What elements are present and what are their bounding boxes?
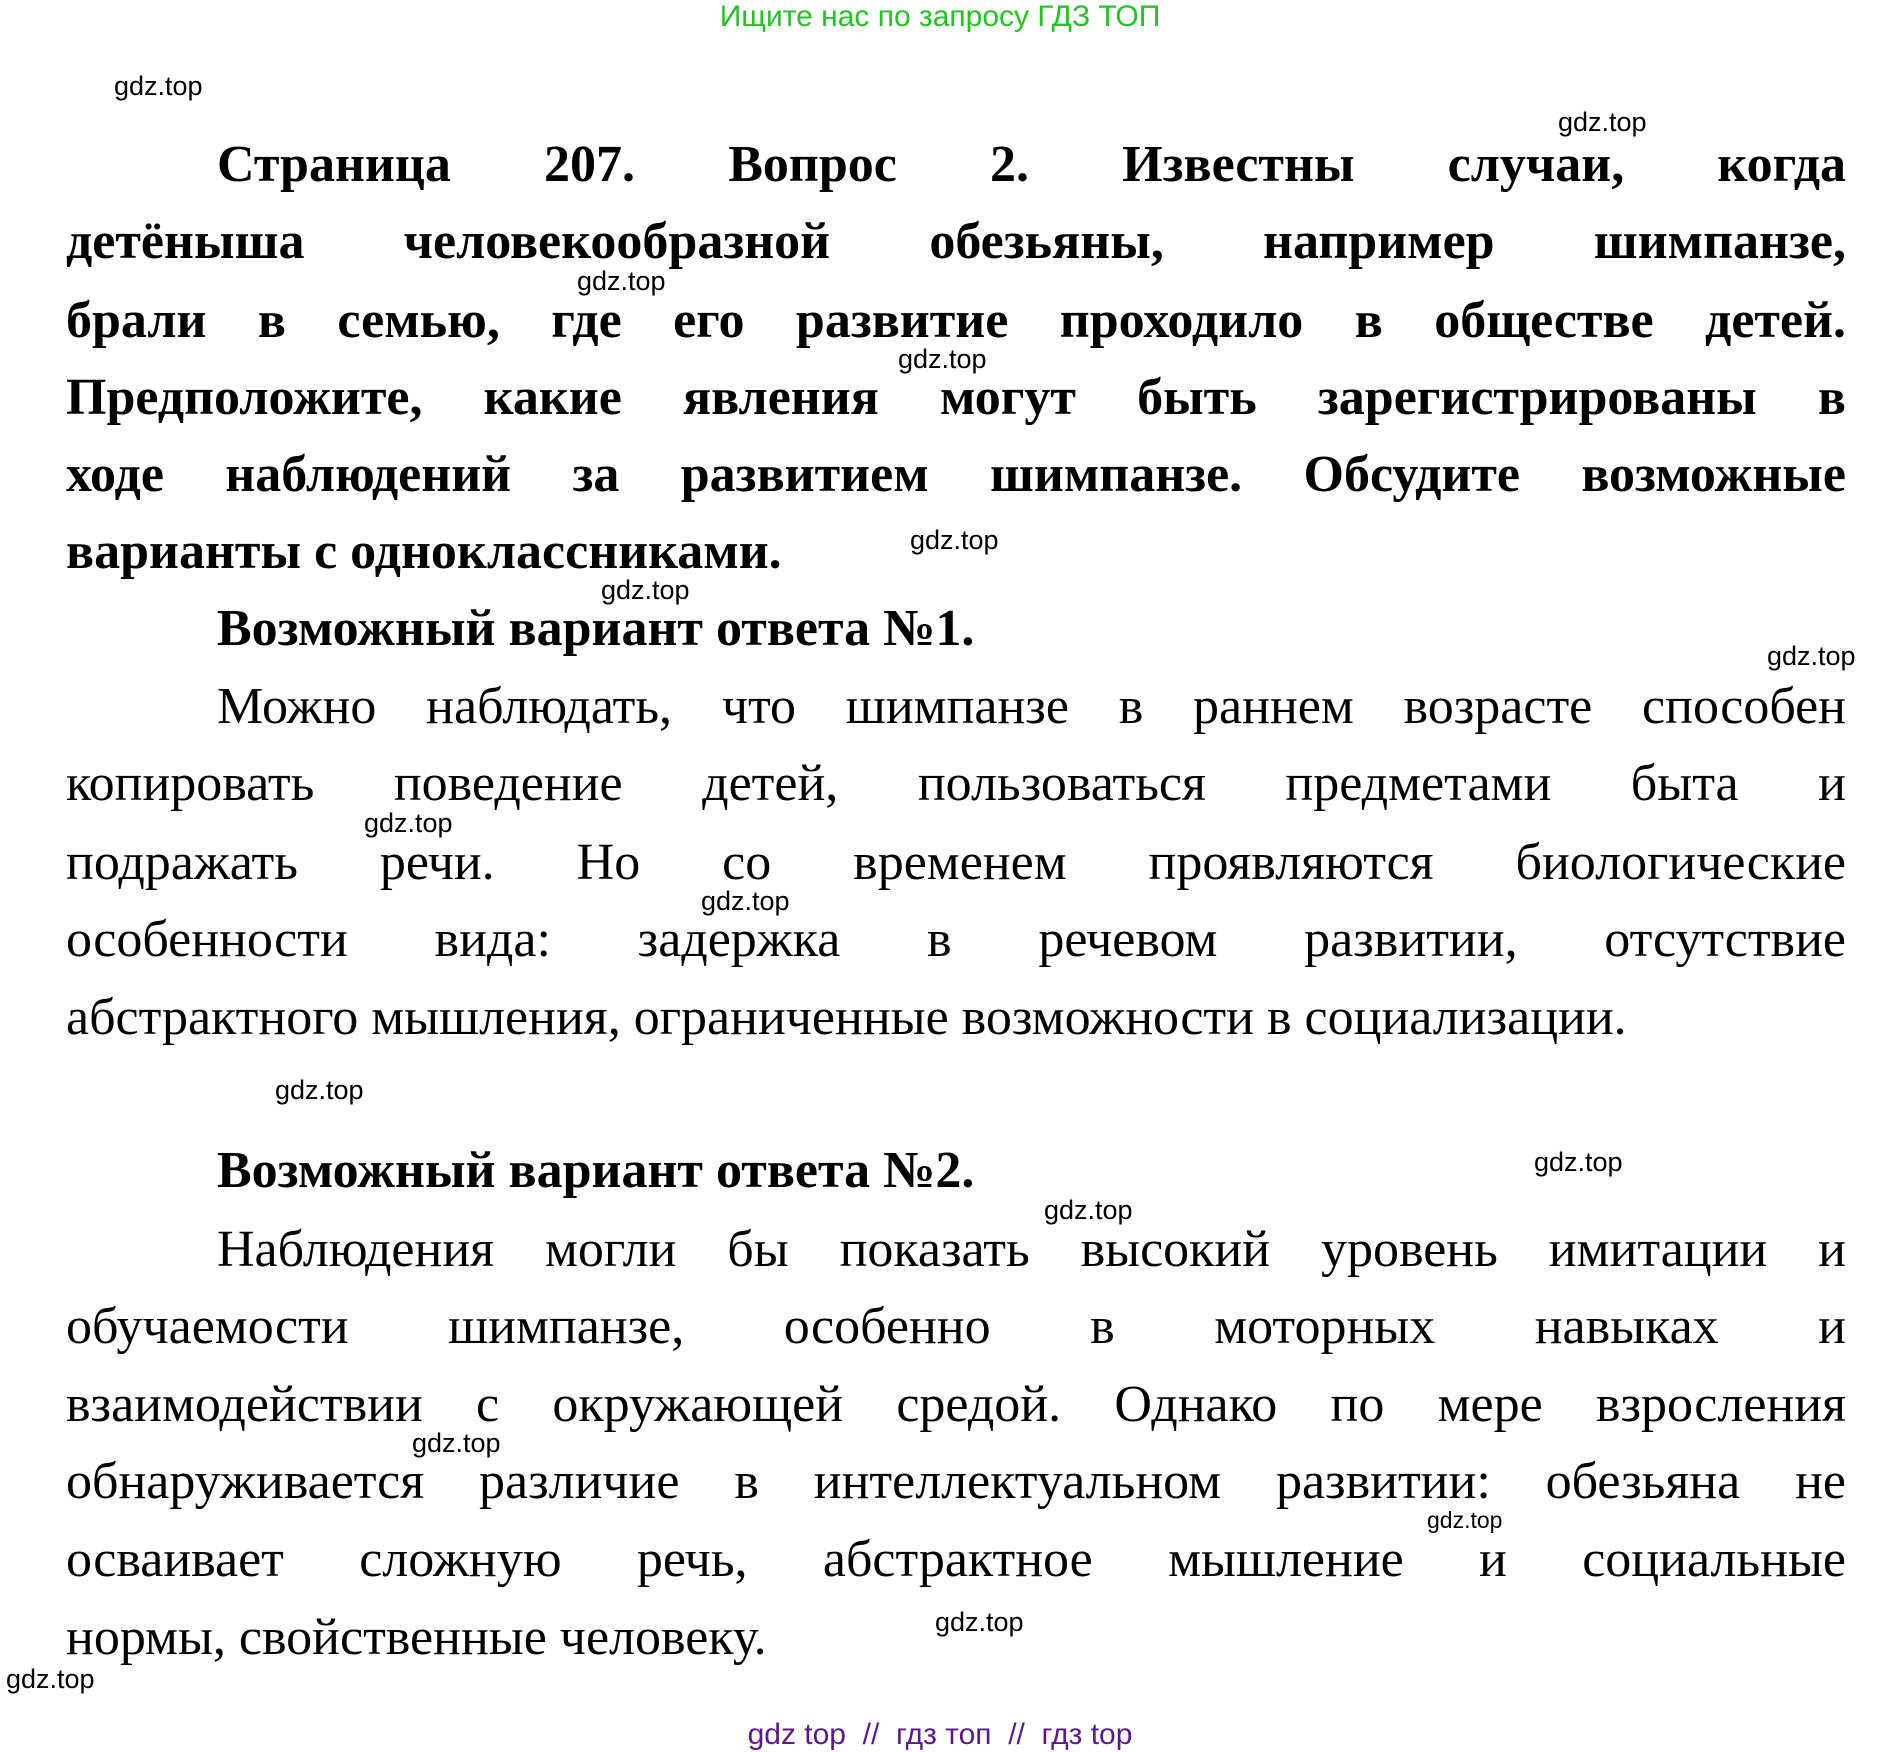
question-line: Страница 207. Вопрос 2. Известны случаи, когда bbox=[217, 136, 1846, 193]
watermark: gdz.top bbox=[601, 575, 690, 605]
watermark: gdz.top bbox=[1427, 1507, 1503, 1533]
answer-2-heading: Возможный вариант ответа №2. bbox=[217, 1142, 975, 1199]
question-line: варианты с одноклассниками. bbox=[66, 523, 782, 580]
answer-line: особенности вида: задержка в речевом развитии, отсутствие bbox=[66, 911, 1846, 968]
answer-line: взаимодействии с окружающей средой. Однако по мере взросления bbox=[66, 1376, 1846, 1433]
watermark: gdz.top bbox=[910, 525, 999, 555]
answer-line: обнаруживается различие в интеллектуальном развитии: обезьяна не bbox=[66, 1453, 1846, 1510]
question-line: Предположите, какие явления могут быть зарегистрированы в bbox=[66, 369, 1846, 426]
answer-line: нормы, свойственные человеку. bbox=[66, 1609, 767, 1666]
watermark: gdz.top bbox=[1534, 1147, 1623, 1177]
answer-line: обучаемости шимпанзе, особенно в моторных навыках и bbox=[66, 1298, 1846, 1355]
answer-line: осваивает сложную речь, абстрактное мышление и социальные bbox=[66, 1531, 1846, 1588]
watermark: gdz.top bbox=[275, 1075, 364, 1105]
watermark: gdz.top bbox=[364, 808, 453, 838]
watermark: gdz.top bbox=[935, 1607, 1024, 1637]
watermark: gdz.top bbox=[412, 1428, 501, 1458]
watermark: gdz.top bbox=[114, 71, 203, 101]
watermark: gdz.top bbox=[1767, 641, 1856, 671]
watermark: gdz.top bbox=[1044, 1195, 1133, 1225]
answer-line: копировать поведение детей, пользоваться предметами быта и bbox=[66, 755, 1846, 812]
footer-banner: gdz top // гдз топ // гдз top bbox=[747, 1718, 1133, 1751]
answer-1-heading: Возможный вариант ответа №1. bbox=[217, 600, 975, 657]
answer-line: Наблюдения могли бы показать высокий уровень имитации и bbox=[217, 1221, 1846, 1278]
watermark: gdz.top bbox=[577, 266, 666, 296]
question-line: ходе наблюдений за развитием шимпанзе. Обсудите возможные bbox=[66, 446, 1846, 503]
answer-line: абстрактного мышления, ограниченные возможности в социализации. bbox=[66, 989, 1627, 1046]
search-banner: Ищите нас по запросу ГДЗ ТОП bbox=[719, 0, 1161, 33]
watermark: gdz.top bbox=[1558, 107, 1647, 137]
watermark: gdz.top bbox=[898, 344, 987, 374]
answer-line: подражать речи. Но со временем проявляются биологические bbox=[66, 834, 1846, 891]
question-line: брали в семью, где его развитие проходило в обществе детей. bbox=[66, 292, 1846, 349]
watermark: gdz.top bbox=[701, 886, 790, 916]
watermark: gdz.top bbox=[6, 1664, 95, 1694]
question-line: детёныша человекообразной обезьяны, например шимпанзе, bbox=[66, 213, 1846, 270]
answer-line: Можно наблюдать, что шимпанзе в раннем возрасте способен bbox=[217, 678, 1846, 735]
